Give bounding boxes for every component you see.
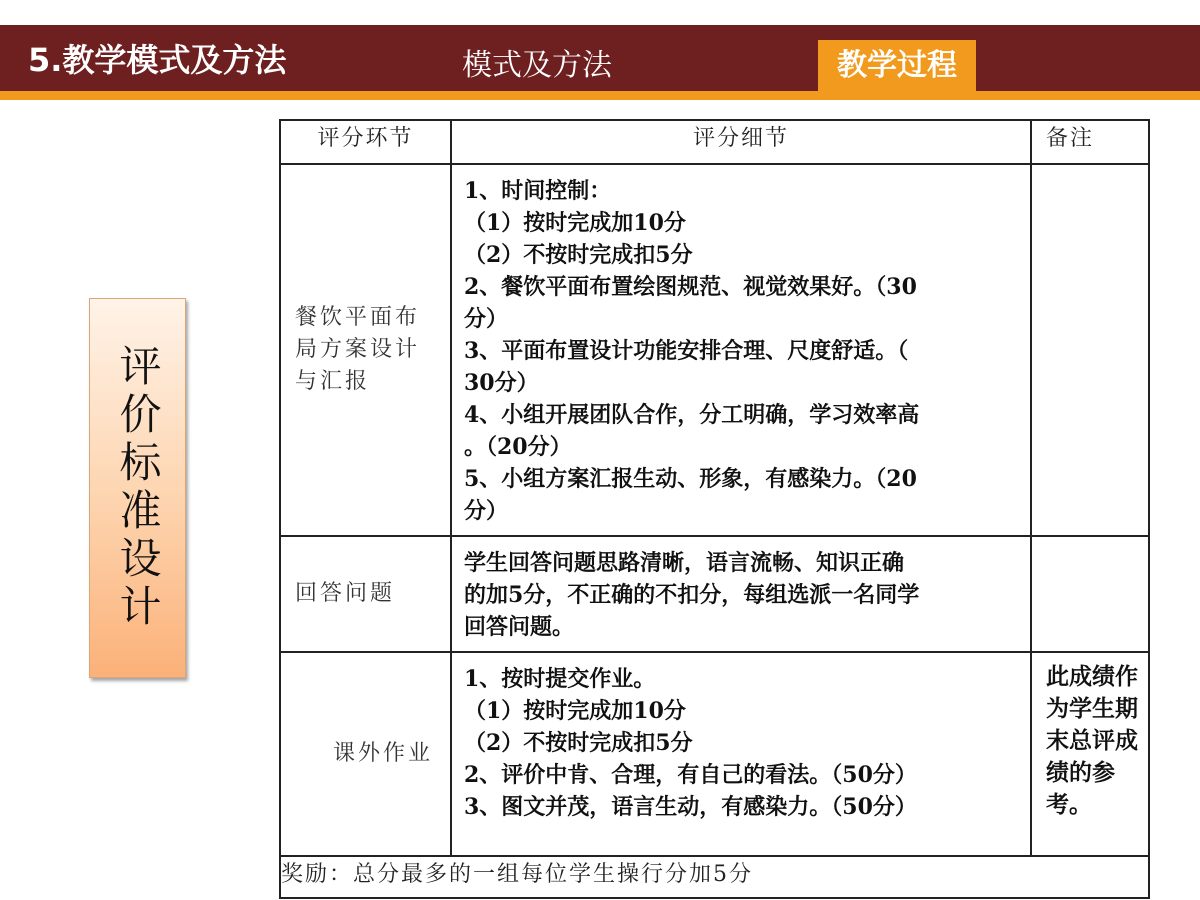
detail-line: 。（20分） <box>464 434 572 460</box>
detail-line: 的加5分，不正确的不扣分，每组选派一名同学 <box>464 582 920 608</box>
row-detail <box>451 652 1031 856</box>
row-detail <box>451 536 1031 652</box>
detail-line: 分） <box>464 498 509 524</box>
detail-line: 1、时间控制： <box>464 178 612 204</box>
page-title: 5.教学模式及方法 <box>28 41 287 79</box>
tab-mode-and-method[interactable]: 模式及方法 <box>462 48 612 83</box>
row-section: 回答问题 <box>280 536 451 652</box>
scoring-table <box>279 119 1150 899</box>
reward-text: 奖励：总分最多的一组每位学生操行分加5分 <box>280 856 1149 898</box>
detail-line: 2、评价中肯、合理，有自己的看法。（50分） <box>464 762 917 788</box>
header-section: 评分环节 <box>280 120 451 164</box>
header-accent-line <box>0 91 1200 100</box>
detail-line: 4、小组开展团队合作，分工明确，学习效率高 <box>464 402 920 428</box>
detail-line: 2、餐饮平面布置绘图规范、视觉效果好。（30 <box>464 274 917 300</box>
row-note <box>1031 164 1149 536</box>
detail-line: 3、平面布置设计功能安排合理、尺度舒适。（ <box>464 338 909 364</box>
reward-row <box>280 856 1149 898</box>
table-row <box>280 652 1149 856</box>
detail-line: （1）按时完成加10分 <box>464 210 686 236</box>
table-header-row <box>280 120 1149 164</box>
side-label-box <box>89 298 186 678</box>
detail-line: 回答问题。 <box>464 614 575 640</box>
row-note: 此成绩作为学生期末总评成绩的参考。 <box>1031 652 1149 856</box>
tab-teaching-process[interactable]: 教学过程 <box>818 40 976 91</box>
row-section: 餐饮平面布局方案设计与汇报 <box>280 164 451 536</box>
detail-line: 分） <box>464 306 509 332</box>
detail-line: 3、图文并茂，语言生动，有感染力。（50分） <box>464 794 917 820</box>
header-note: 备注 <box>1031 120 1149 164</box>
row-section: 课外作业 <box>280 652 451 856</box>
row-note <box>1031 536 1149 652</box>
detail-line: 1、按时提交作业。 <box>464 666 656 692</box>
detail-line: （1）按时完成加10分 <box>464 698 686 724</box>
header-detail: 评分细节 <box>451 120 1031 164</box>
detail-line: 学生回答问题思路清晰，语言流畅、知识正确 <box>464 550 905 576</box>
row-detail <box>451 164 1031 536</box>
detail-line: （2）不按时完成扣5分 <box>464 730 693 756</box>
table-row <box>280 536 1149 652</box>
side-label: 评价标准设计 <box>113 344 163 632</box>
detail-line: 5、小组方案汇报生动、形象，有感染力。（20 <box>464 466 917 492</box>
detail-line: （2）不按时完成扣5分 <box>464 242 693 268</box>
table-row <box>280 164 1149 536</box>
detail-line: 30分） <box>464 370 539 396</box>
